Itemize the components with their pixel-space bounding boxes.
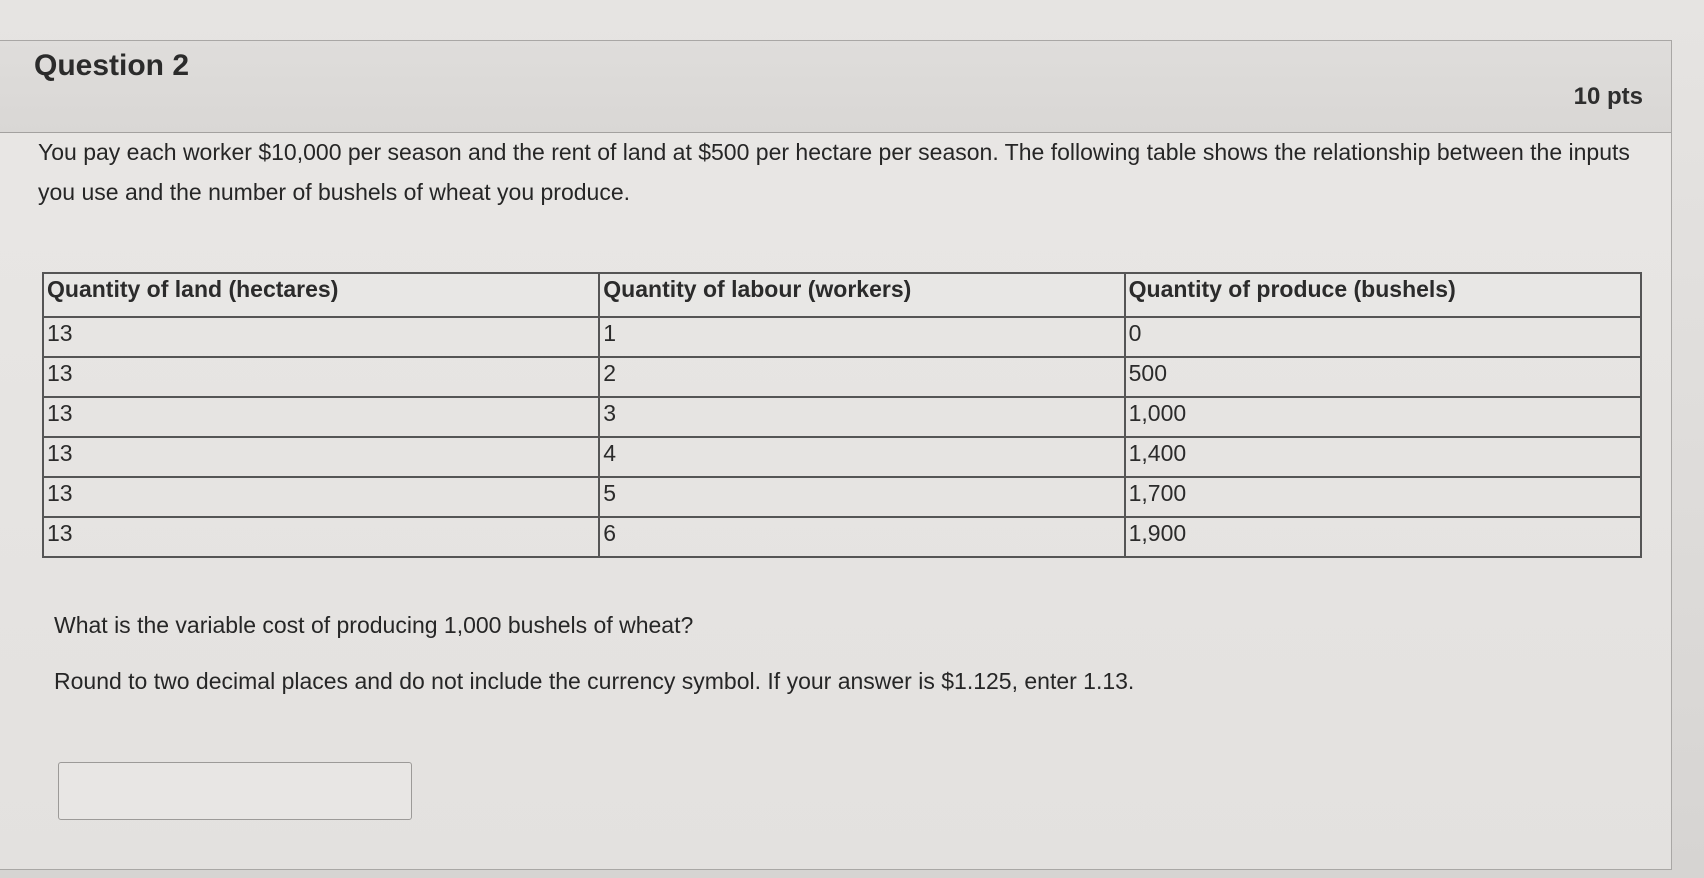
land-cell: 13 (43, 517, 599, 557)
table-row (43, 317, 1641, 357)
land-cell: 13 (43, 357, 599, 397)
produce-cell: 1,700 (1125, 477, 1641, 517)
column-header-land: Quantity of land (hectares) (43, 273, 599, 317)
question-text: What is the variable cost of producing 1,000 bushels of wheat? (54, 612, 694, 638)
labour-cell: 6 (599, 517, 1124, 557)
column-header-produce: Quantity of produce (bushels) (1125, 273, 1641, 317)
land-cell: 13 (43, 477, 599, 517)
question-title: Question 2 (34, 49, 190, 82)
labour-cell: 1 (599, 317, 1124, 357)
produce-cell: 1,900 (1125, 517, 1641, 557)
rounding-instruction: Round to two decimal places and do not include the currency symbol. If your answer is $1.125, enter 1.13. (54, 668, 1135, 694)
produce-cell: 1,000 (1125, 397, 1641, 437)
inputs-output-table (42, 272, 1642, 558)
labour-cell: 3 (599, 397, 1124, 437)
table-row (43, 517, 1641, 557)
table-row (43, 397, 1641, 437)
labour-cell: 2 (599, 357, 1124, 397)
question-prompt: You pay each worker $10,000 per season and the rent of land at $500 per hectare per season. The following table shows the relationship between the inputs you use and the number of bushels of wheat you produce. (38, 139, 1630, 205)
table-header-row (43, 273, 1641, 317)
land-cell: 13 (43, 397, 599, 437)
produce-cell: 0 (1125, 317, 1641, 357)
labour-cell: 4 (599, 437, 1124, 477)
column-header-labour: Quantity of labour (workers) (599, 273, 1124, 317)
produce-cell: 1,400 (1125, 437, 1641, 477)
question-points: 10 pts (1573, 83, 1643, 110)
table-row (43, 437, 1641, 477)
table-row (43, 477, 1641, 517)
produce-cell: 500 (1125, 357, 1641, 397)
land-cell: 13 (43, 317, 599, 357)
table-row (43, 357, 1641, 397)
land-cell: 13 (43, 437, 599, 477)
answer-input[interactable] (58, 762, 412, 820)
labour-cell: 5 (599, 477, 1124, 517)
question-header (0, 41, 1671, 133)
